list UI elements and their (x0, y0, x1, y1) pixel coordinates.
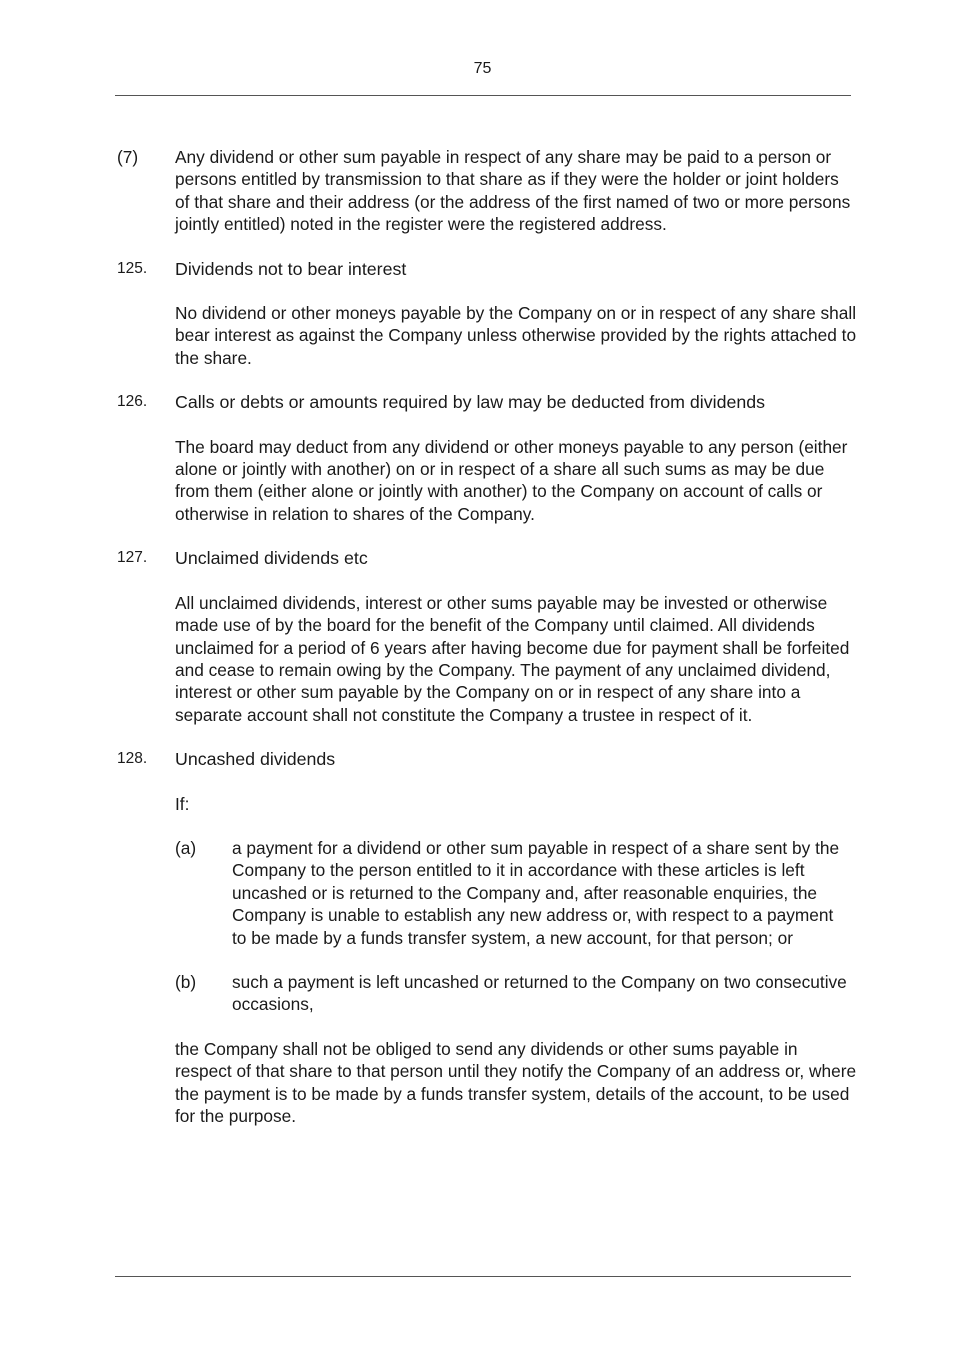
section-number: 125. (117, 259, 148, 277)
footer-divider (115, 1276, 851, 1277)
section-126-heading-row (117, 391, 857, 413)
section-128-intro: If: (175, 793, 190, 814)
list-item-text: a payment for a dividend or other sum payable in respect of a share sent by the Company to the person entitled to it in accordance with these articles is left uncashed or is returned to the Company and, after reasonable enquiries, the Company is unable to establish any new address or, with respect to a payment to be made by a funds transfer system, a new account, for that person; or (232, 837, 840, 948)
section-heading: Dividends not to bear interest (175, 258, 407, 279)
header-divider (115, 95, 851, 96)
section-number: 127. (117, 549, 148, 567)
paragraph-7 (117, 146, 857, 236)
section-125-heading-row (117, 258, 857, 280)
section-number: 128. (117, 750, 148, 768)
section-128-closing: the Company shall not be obliged to send any dividends or other sums payable in respect of that share to that person until they notify the Company of an address or, where the payment is to be made by a funds transfer system, details of the account, to be used for the purpose. (175, 1038, 857, 1126)
section-127-heading-row (117, 547, 857, 569)
paragraph-text: Any dividend or other sum payable in respect of any share may be paid to a person or persons entitled by transmission to that share as if they were the holder or joint holders of that share and their address (or the address of the first named of two or more persons jointly entitled) noted in the register were the registered address. (175, 147, 851, 235)
list-item-text: such a payment is left uncashed or returned to the Company on two consecutive occasions, (232, 971, 847, 1015)
section-127-text: All unclaimed dividends, interest or other sums payable may be invested or otherwise made use of by the board for the benefit of the Company until claimed. All dividends unclaimed for a period of 6 years after having become due for payment shall be forfeited and cease to remain owing by the Company. The payment of any unclaimed dividend, interest or other sum payable by the Company on or in respect of any share into a separate account shall not constitute the Company a trustee in respect of it. (175, 592, 850, 725)
list-item-a (175, 837, 857, 949)
list-item-label: (a) (175, 837, 197, 858)
section-heading: Uncashed dividends (175, 749, 336, 770)
page-number: 75 (473, 60, 492, 77)
section-number: 126. (117, 393, 148, 411)
section-heading: Calls or debts or amounts required by law may be deducted from dividends (175, 392, 766, 413)
section-128-heading-row (117, 748, 857, 770)
list-item-b (175, 971, 857, 1016)
section-heading: Unclaimed dividends etc (175, 548, 368, 569)
section-125-text: No dividend or other moneys payable by the Company on or in respect of any share shall bear interest as against the Company unless otherwise provided by the rights attached to the share. (175, 303, 857, 368)
document-body (117, 146, 857, 1127)
section-126-text: The board may deduct from any dividend or other moneys payable to any person (either alone or jointly with another) on or in respect of a share all such sums as may be due from them (either alone or jointly with another) to the Company on account of calls or otherwise in relation to shares of the Company. (175, 436, 848, 524)
list-item-label: (b) (175, 971, 197, 992)
paragraph-number: (7) (117, 147, 139, 167)
